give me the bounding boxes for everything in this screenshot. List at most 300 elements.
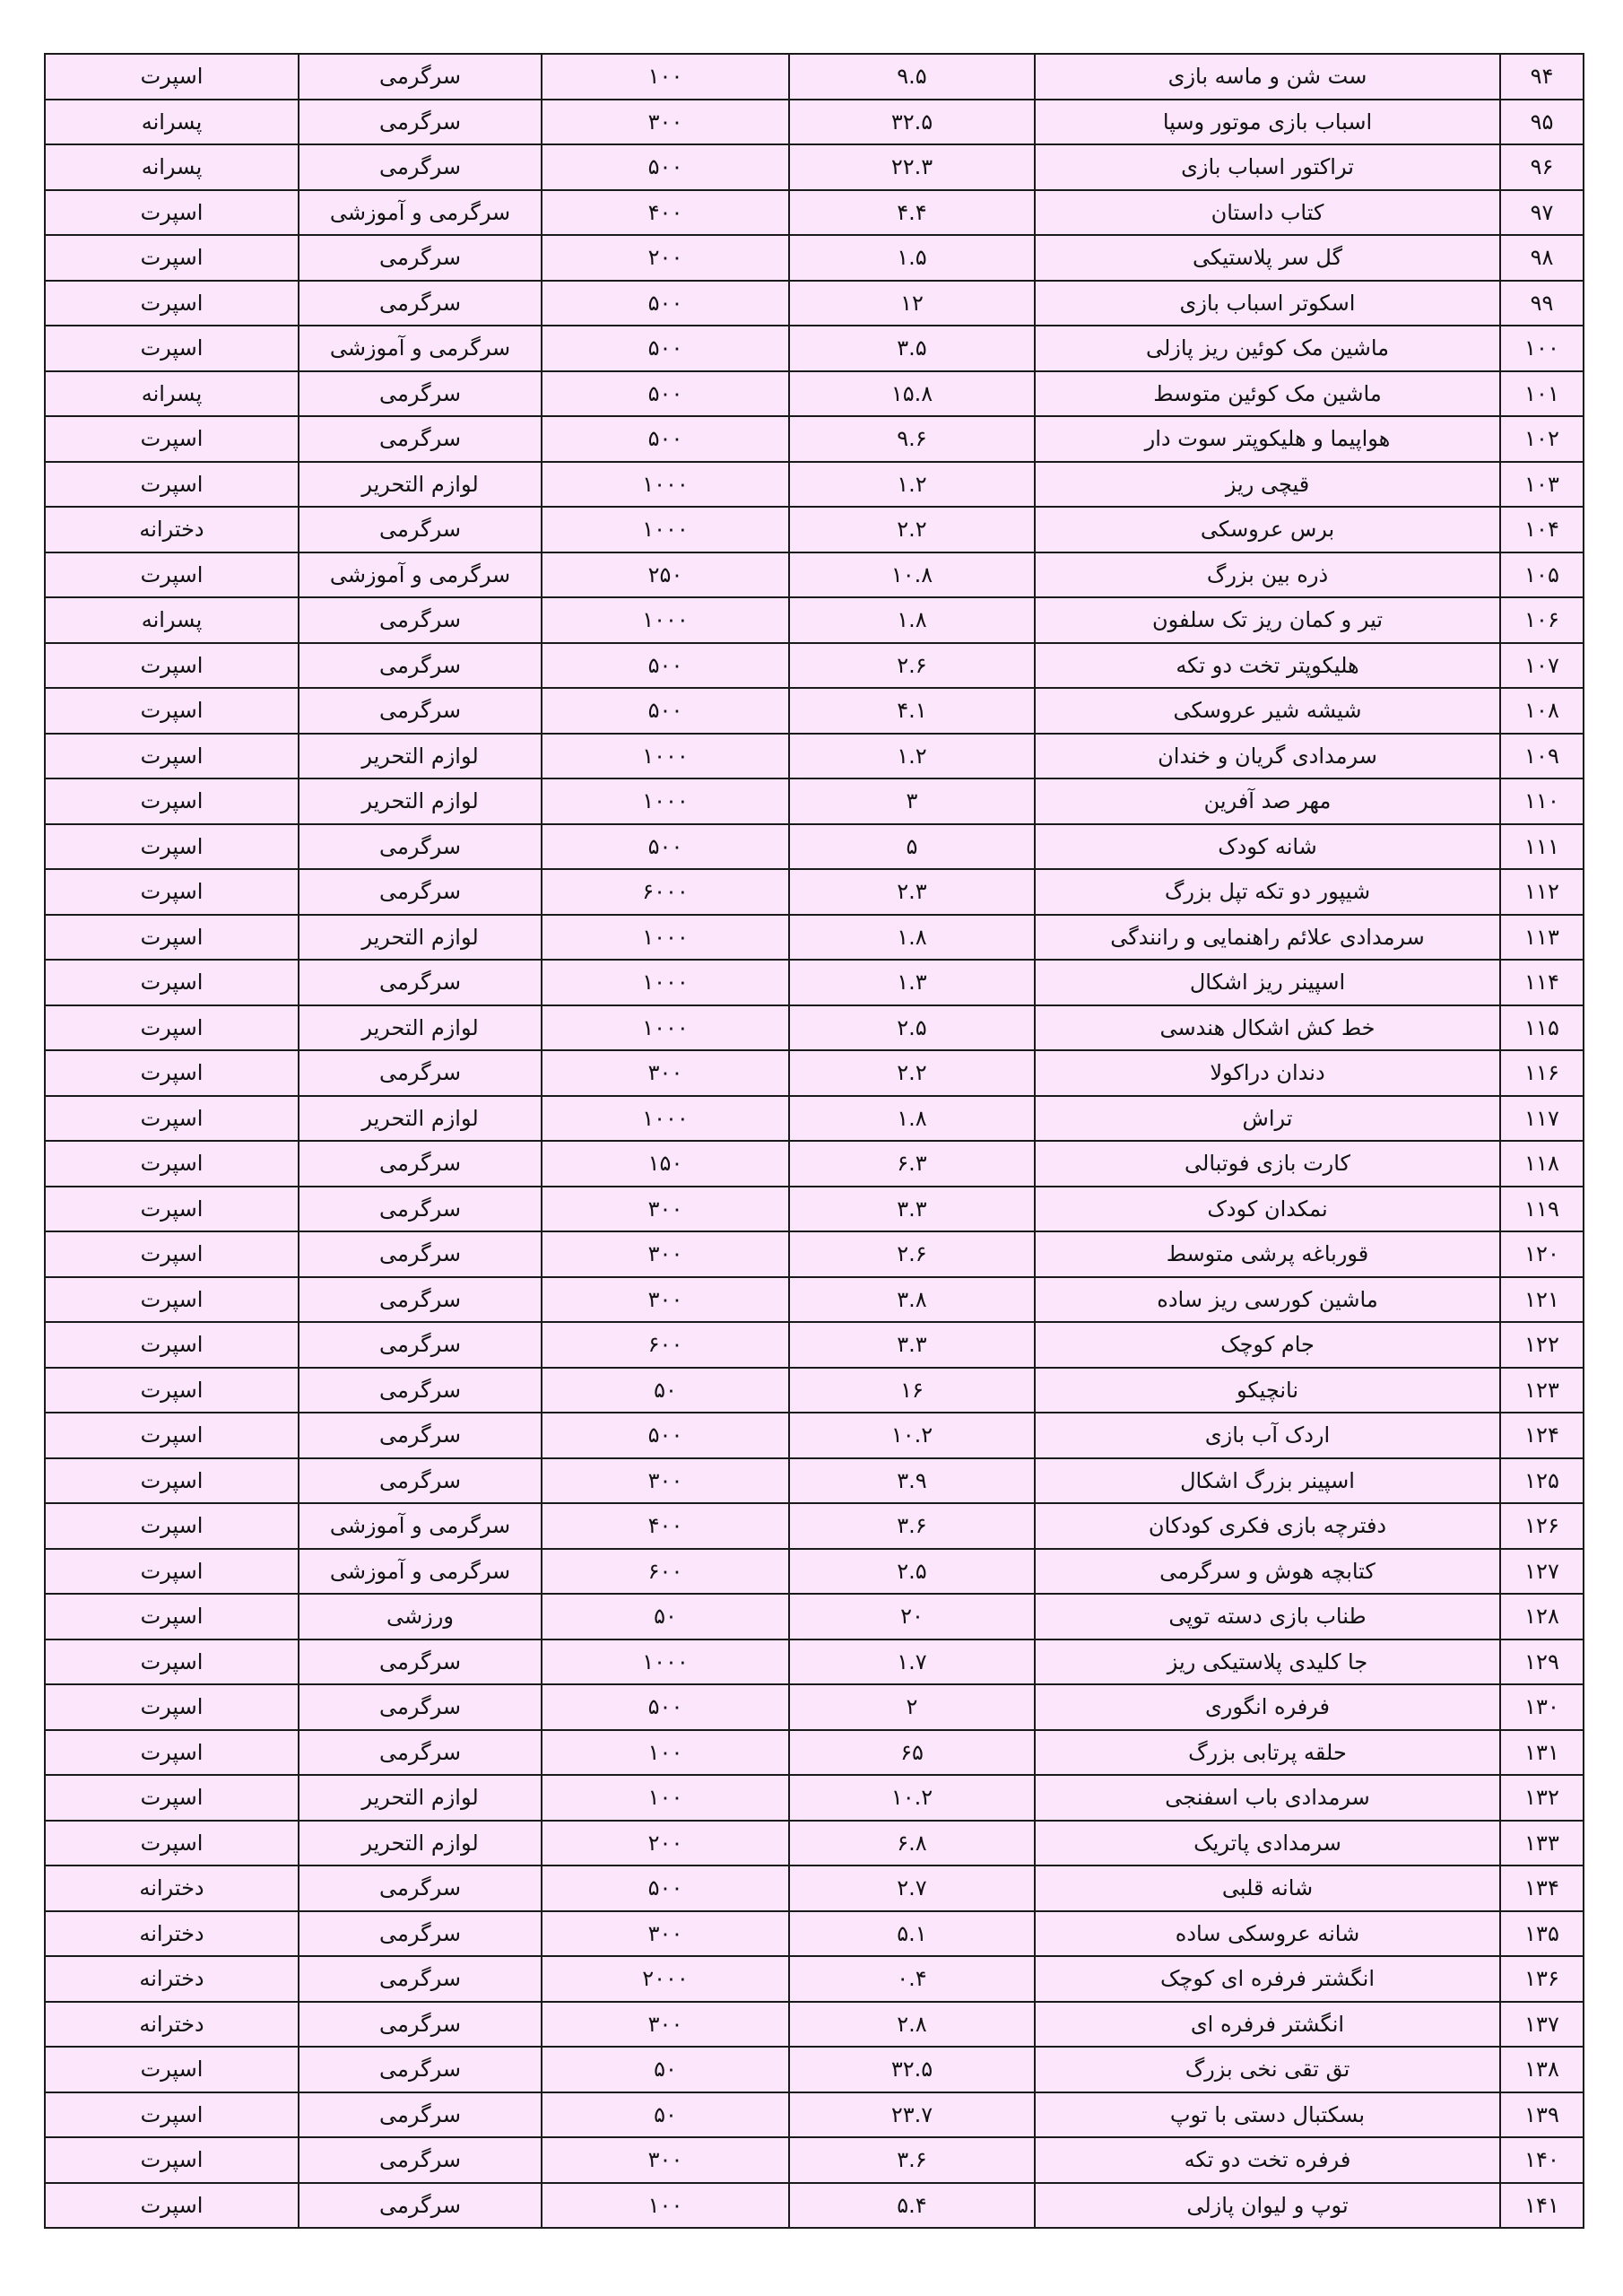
product-name-cell: شانه عروسکی ساده [1035, 1911, 1500, 1957]
row-number-cell: ۱۴۰ [1500, 2137, 1584, 2183]
table-row [45, 1187, 1584, 1232]
weight-cell: ۳.۵ [789, 326, 1035, 371]
quantity-cell: ۱۰۰ [542, 1730, 789, 1776]
quantity-cell: ۱۰۰ [542, 54, 789, 100]
weight-cell: ۰.۴ [789, 1956, 1035, 2002]
table-row [45, 1639, 1584, 1685]
category-cell: سرگرمی [299, 54, 542, 100]
weight-cell: ۳.۳ [789, 1187, 1035, 1232]
gender-cell: اسپرت [45, 915, 299, 961]
product-name-cell: قورباغه پرشی متوسط [1035, 1231, 1500, 1277]
category-cell: سرگرمی [299, 1458, 542, 1504]
quantity-cell: ۱۰۰۰ [542, 1639, 789, 1685]
table-row [45, 1096, 1584, 1142]
weight-cell: ۲۳.۷ [789, 2092, 1035, 2138]
quantity-cell: ۵۰۰ [542, 1413, 789, 1458]
table-row [45, 915, 1584, 961]
gender-cell: دخترانه [45, 2002, 299, 2048]
product-name-cell: کتاب داستان [1035, 190, 1500, 236]
gender-cell: پسرانه [45, 597, 299, 643]
weight-cell: ۲۰ [789, 1594, 1035, 1639]
row-number-cell: ۱۱۹ [1500, 1187, 1584, 1232]
product-name-cell: قیچی ریز [1035, 462, 1500, 508]
row-number-cell: ۱۲۸ [1500, 1594, 1584, 1639]
gender-cell: اسپرت [45, 2047, 299, 2092]
category-cell: ورزشی [299, 1594, 542, 1639]
row-number-cell: ۹۴ [1500, 54, 1584, 100]
weight-cell: ۱.۸ [789, 597, 1035, 643]
gender-cell: اسپرت [45, 2092, 299, 2138]
quantity-cell: ۳۰۰ [542, 1911, 789, 1957]
quantity-cell: ۲۰۰ [542, 235, 789, 281]
quantity-cell: ۳۰۰ [542, 1187, 789, 1232]
table-row [45, 416, 1584, 462]
category-cell: سرگرمی [299, 597, 542, 643]
gender-cell: اسپرت [45, 688, 299, 734]
weight-cell: ۱۰.۲ [789, 1413, 1035, 1458]
gender-cell: اسپرت [45, 1684, 299, 1730]
row-number-cell: ۱۴۱ [1500, 2183, 1584, 2229]
table-row [45, 235, 1584, 281]
category-cell: سرگرمی [299, 869, 542, 915]
table-row [45, 1050, 1584, 1096]
weight-cell: ۱.۳ [789, 960, 1035, 1005]
row-number-cell: ۱۰۳ [1500, 462, 1584, 508]
products-table-body [45, 54, 1584, 2228]
gender-cell: اسپرت [45, 1141, 299, 1187]
row-number-cell: ۱۳۴ [1500, 1866, 1584, 1911]
weight-cell: ۹.۵ [789, 54, 1035, 100]
quantity-cell: ۱۰۰۰ [542, 1096, 789, 1142]
category-cell: سرگرمی [299, 371, 542, 417]
table-row [45, 507, 1584, 552]
gender-cell: اسپرت [45, 778, 299, 824]
product-name-cell: جام کوچک [1035, 1322, 1500, 1368]
row-number-cell: ۱۲۷ [1500, 1549, 1584, 1595]
gender-cell: اسپرت [45, 1503, 299, 1549]
category-cell: سرگرمی و آموزشی [299, 552, 542, 598]
row-number-cell: ۱۱۶ [1500, 1050, 1584, 1096]
row-number-cell: ۱۰۰ [1500, 326, 1584, 371]
product-name-cell: سرمدادی پاتریک [1035, 1821, 1500, 1866]
category-cell: لوازم التحریر [299, 462, 542, 508]
category-cell: سرگرمی [299, 1050, 542, 1096]
table-row [45, 1141, 1584, 1187]
gender-cell: اسپرت [45, 1050, 299, 1096]
category-cell: سرگرمی [299, 2183, 542, 2229]
product-name-cell: تراش [1035, 1096, 1500, 1142]
quantity-cell: ۱۰۰۰ [542, 462, 789, 508]
product-name-cell: توپ و لیوان پازلی [1035, 2183, 1500, 2229]
gender-cell: اسپرت [45, 1368, 299, 1413]
table-row [45, 643, 1584, 689]
weight-cell: ۳.۳ [789, 1322, 1035, 1368]
weight-cell: ۴.۱ [789, 688, 1035, 734]
category-cell: سرگرمی [299, 144, 542, 190]
table-row [45, 1911, 1584, 1957]
quantity-cell: ۴۰۰ [542, 1503, 789, 1549]
category-cell: سرگرمی [299, 1639, 542, 1685]
gender-cell: اسپرت [45, 1413, 299, 1458]
gender-cell: اسپرت [45, 1821, 299, 1866]
quantity-cell: ۵۰۰ [542, 1866, 789, 1911]
category-cell: سرگرمی [299, 2092, 542, 2138]
gender-cell: اسپرت [45, 643, 299, 689]
product-name-cell: هواپیما و هلیکوپتر سوت دار [1035, 416, 1500, 462]
weight-cell: ۲۲.۳ [789, 144, 1035, 190]
gender-cell: اسپرت [45, 1730, 299, 1776]
weight-cell: ۲.۳ [789, 869, 1035, 915]
table-row [45, 2002, 1584, 2048]
table-row [45, 688, 1584, 734]
weight-cell: ۱۰.۲ [789, 1775, 1035, 1821]
category-cell: سرگرمی [299, 1866, 542, 1911]
row-number-cell: ۱۳۵ [1500, 1911, 1584, 1957]
table-row [45, 371, 1584, 417]
table-row [45, 1322, 1584, 1368]
product-name-cell: انگشتر فرفره ای کوچک [1035, 1956, 1500, 2002]
product-name-cell: ماشین مک کوئین ریز پازلی [1035, 326, 1500, 371]
row-number-cell: ۱۱۷ [1500, 1096, 1584, 1142]
weight-cell: ۵.۴ [789, 2183, 1035, 2229]
quantity-cell: ۵۰ [542, 2047, 789, 2092]
weight-cell: ۱.۸ [789, 915, 1035, 961]
product-name-cell: شانه قلبی [1035, 1866, 1500, 1911]
gender-cell: اسپرت [45, 1231, 299, 1277]
product-name-cell: هلیکوپتر تخت دو تکه [1035, 643, 1500, 689]
row-number-cell: ۱۰۲ [1500, 416, 1584, 462]
product-name-cell: تق تقی نخی بزرگ [1035, 2047, 1500, 2092]
product-name-cell: طناب بازی دسته توپی [1035, 1594, 1500, 1639]
gender-cell: اسپرت [45, 1549, 299, 1595]
weight-cell: ۶.۸ [789, 1821, 1035, 1866]
gender-cell: اسپرت [45, 734, 299, 779]
quantity-cell: ۱۵۰ [542, 1141, 789, 1187]
row-number-cell: ۱۰۶ [1500, 597, 1584, 643]
table-row [45, 190, 1584, 236]
product-name-cell: بسکتبال دستی با توپ [1035, 2092, 1500, 2138]
category-cell: سرگرمی [299, 643, 542, 689]
table-row [45, 2137, 1584, 2183]
gender-cell: دخترانه [45, 1866, 299, 1911]
product-name-cell: نانچیکو [1035, 1368, 1500, 1413]
category-cell: سرگرمی و آموزشی [299, 190, 542, 236]
row-number-cell: ۱۳۷ [1500, 2002, 1584, 2048]
category-cell: لوازم التحریر [299, 1005, 542, 1051]
row-number-cell: ۹۷ [1500, 190, 1584, 236]
product-name-cell: کتابچه هوش و سرگرمی [1035, 1549, 1500, 1595]
quantity-cell: ۲۰۰۰ [542, 1956, 789, 2002]
table-row [45, 1594, 1584, 1639]
quantity-cell: ۵۰۰ [542, 416, 789, 462]
product-name-cell: فرفره انگوری [1035, 1684, 1500, 1730]
gender-cell: اسپرت [45, 190, 299, 236]
quantity-cell: ۱۰۰۰ [542, 960, 789, 1005]
quantity-cell: ۱۰۰ [542, 1775, 789, 1821]
product-name-cell: ماشین کورسی ریز ساده [1035, 1277, 1500, 1323]
quantity-cell: ۱۰۰۰ [542, 778, 789, 824]
weight-cell: ۱.۷ [789, 1639, 1035, 1685]
table-row [45, 1730, 1584, 1776]
weight-cell: ۱.۲ [789, 462, 1035, 508]
gender-cell: اسپرت [45, 1322, 299, 1368]
row-number-cell: ۱۱۱ [1500, 824, 1584, 870]
quantity-cell: ۵۰۰ [542, 824, 789, 870]
weight-cell: ۱۰.۸ [789, 552, 1035, 598]
quantity-cell: ۳۰۰ [542, 1458, 789, 1504]
quantity-cell: ۳۰۰ [542, 1277, 789, 1323]
category-cell: سرگرمی و آموزشی [299, 1503, 542, 1549]
product-name-cell: گل سر پلاستیکی [1035, 235, 1500, 281]
category-cell: سرگرمی [299, 100, 542, 145]
category-cell: سرگرمی [299, 416, 542, 462]
table-row [45, 1821, 1584, 1866]
row-number-cell: ۱۳۸ [1500, 2047, 1584, 2092]
row-number-cell: ۱۰۵ [1500, 552, 1584, 598]
row-number-cell: ۱۲۱ [1500, 1277, 1584, 1323]
product-name-cell: دندان دراکولا [1035, 1050, 1500, 1096]
row-number-cell: ۱۱۳ [1500, 915, 1584, 961]
product-name-cell: مهر صد آفرین [1035, 778, 1500, 824]
row-number-cell: ۱۲۰ [1500, 1231, 1584, 1277]
table-row [45, 734, 1584, 779]
weight-cell: ۴.۴ [789, 190, 1035, 236]
product-name-cell: خط کش اشکال هندسی [1035, 1005, 1500, 1051]
category-cell: سرگرمی [299, 1956, 542, 2002]
quantity-cell: ۱۰۰۰ [542, 597, 789, 643]
gender-cell: پسرانه [45, 371, 299, 417]
table-row [45, 1277, 1584, 1323]
quantity-cell: ۶۰۰ [542, 1549, 789, 1595]
gender-cell: اسپرت [45, 552, 299, 598]
quantity-cell: ۶۰۰۰ [542, 869, 789, 915]
row-number-cell: ۱۱۴ [1500, 960, 1584, 1005]
quantity-cell: ۵۰ [542, 1594, 789, 1639]
row-number-cell: ۱۲۴ [1500, 1413, 1584, 1458]
gender-cell: دخترانه [45, 507, 299, 552]
gender-cell: اسپرت [45, 2183, 299, 2229]
row-number-cell: ۱۲۹ [1500, 1639, 1584, 1685]
gender-cell: دخترانه [45, 1956, 299, 2002]
gender-cell: اسپرت [45, 869, 299, 915]
category-cell: سرگرمی [299, 2137, 542, 2183]
table-row [45, 1866, 1584, 1911]
gender-cell: پسرانه [45, 144, 299, 190]
gender-cell: اسپرت [45, 1096, 299, 1142]
gender-cell: اسپرت [45, 1458, 299, 1504]
products-table [44, 53, 1584, 2229]
gender-cell: اسپرت [45, 1277, 299, 1323]
row-number-cell: ۱۱۸ [1500, 1141, 1584, 1187]
product-name-cell: انگشتر فرفره ای [1035, 2002, 1500, 2048]
quantity-cell: ۱۰۰۰ [542, 507, 789, 552]
category-cell: سرگرمی [299, 1368, 542, 1413]
table-row [45, 552, 1584, 598]
category-cell: سرگرمی [299, 281, 542, 326]
weight-cell: ۱.۲ [789, 734, 1035, 779]
quantity-cell: ۵۰۰ [542, 144, 789, 190]
weight-cell: ۱۶ [789, 1368, 1035, 1413]
weight-cell: ۲.۸ [789, 2002, 1035, 2048]
product-name-cell: اسپینر بزرگ اشکال [1035, 1458, 1500, 1504]
gender-cell: پسرانه [45, 100, 299, 145]
category-cell: سرگرمی [299, 1231, 542, 1277]
row-number-cell: ۹۵ [1500, 100, 1584, 145]
category-cell: سرگرمی [299, 1684, 542, 1730]
weight-cell: ۱۲ [789, 281, 1035, 326]
gender-cell: دخترانه [45, 1911, 299, 1957]
product-name-cell: تراکتور اسباب بازی [1035, 144, 1500, 190]
product-name-cell: اردک آب بازی [1035, 1413, 1500, 1458]
table-row [45, 1956, 1584, 2002]
weight-cell: ۱.۵ [789, 235, 1035, 281]
gender-cell: اسپرت [45, 960, 299, 1005]
row-number-cell: ۱۱۰ [1500, 778, 1584, 824]
row-number-cell: ۱۰۸ [1500, 688, 1584, 734]
weight-cell: ۲.۵ [789, 1549, 1035, 1595]
quantity-cell: ۳۰۰ [542, 2137, 789, 2183]
table-row [45, 2183, 1584, 2229]
row-number-cell: ۱۱۲ [1500, 869, 1584, 915]
product-name-cell: تیر و کمان ریز تک سلفون [1035, 597, 1500, 643]
product-name-cell: اسپینر ریز اشکال [1035, 960, 1500, 1005]
product-name-cell: کارت بازی فوتبالی [1035, 1141, 1500, 1187]
category-cell: سرگرمی [299, 1911, 542, 1957]
category-cell: سرگرمی [299, 1413, 542, 1458]
category-cell: سرگرمی و آموزشی [299, 1549, 542, 1595]
gender-cell: اسپرت [45, 1005, 299, 1051]
category-cell: سرگرمی [299, 507, 542, 552]
weight-cell: ۵ [789, 824, 1035, 870]
weight-cell: ۳.۸ [789, 1277, 1035, 1323]
table-row [45, 2047, 1584, 2092]
product-name-cell: شیشه شیر عروسکی [1035, 688, 1500, 734]
weight-cell: ۹.۶ [789, 416, 1035, 462]
row-number-cell: ۹۶ [1500, 144, 1584, 190]
quantity-cell: ۲۵۰ [542, 552, 789, 598]
product-name-cell: سرمدادی گریان و خندان [1035, 734, 1500, 779]
table-row [45, 281, 1584, 326]
weight-cell: ۳.۹ [789, 1458, 1035, 1504]
product-name-cell: شانه کودک [1035, 824, 1500, 870]
category-cell: سرگرمی [299, 2002, 542, 2048]
quantity-cell: ۵۰ [542, 2092, 789, 2138]
row-number-cell: ۱۳۹ [1500, 2092, 1584, 2138]
quantity-cell: ۵۰۰ [542, 1684, 789, 1730]
table-row [45, 1503, 1584, 1549]
quantity-cell: ۵۰۰ [542, 688, 789, 734]
quantity-cell: ۵۰۰ [542, 371, 789, 417]
quantity-cell: ۲۰۰ [542, 1821, 789, 1866]
weight-cell: ۲ [789, 1684, 1035, 1730]
table-row [45, 144, 1584, 190]
category-cell: سرگرمی [299, 2047, 542, 2092]
category-cell: سرگرمی [299, 824, 542, 870]
gender-cell: اسپرت [45, 824, 299, 870]
table-row [45, 1775, 1584, 1821]
gender-cell: اسپرت [45, 1639, 299, 1685]
category-cell: سرگرمی [299, 688, 542, 734]
gender-cell: اسپرت [45, 1187, 299, 1232]
row-number-cell: ۹۹ [1500, 281, 1584, 326]
weight-cell: ۳۲.۵ [789, 100, 1035, 145]
category-cell: سرگرمی [299, 1277, 542, 1323]
table-row [45, 824, 1584, 870]
gender-cell: اسپرت [45, 326, 299, 371]
weight-cell: ۶.۳ [789, 1141, 1035, 1187]
quantity-cell: ۵۰ [542, 1368, 789, 1413]
row-number-cell: ۱۲۲ [1500, 1322, 1584, 1368]
table-row [45, 869, 1584, 915]
quantity-cell: ۳۰۰ [542, 1231, 789, 1277]
product-name-cell: برس عروسکی [1035, 507, 1500, 552]
category-cell: لوازم التحریر [299, 734, 542, 779]
table-row [45, 100, 1584, 145]
weight-cell: ۲.۲ [789, 507, 1035, 552]
gender-cell: اسپرت [45, 1775, 299, 1821]
quantity-cell: ۳۰۰ [542, 2002, 789, 2048]
category-cell: سرگرمی و آموزشی [299, 326, 542, 371]
weight-cell: ۱.۸ [789, 1096, 1035, 1142]
row-number-cell: ۱۰۹ [1500, 734, 1584, 779]
row-number-cell: ۱۰۱ [1500, 371, 1584, 417]
row-number-cell: ۱۲۵ [1500, 1458, 1584, 1504]
quantity-cell: ۱۰۰ [542, 2183, 789, 2229]
weight-cell: ۱۵.۸ [789, 371, 1035, 417]
table-row [45, 326, 1584, 371]
table-row [45, 1231, 1584, 1277]
weight-cell: ۳۲.۵ [789, 2047, 1035, 2092]
product-name-cell: سرمدادی باب اسفنجی [1035, 1775, 1500, 1821]
table-row [45, 1413, 1584, 1458]
product-name-cell: سرمدادی علائم راهنمایی و رانندگی [1035, 915, 1500, 961]
product-name-cell: ست شن و ماسه بازی [1035, 54, 1500, 100]
gender-cell: اسپرت [45, 235, 299, 281]
row-number-cell: ۱۱۵ [1500, 1005, 1584, 1051]
table-row [45, 1458, 1584, 1504]
table-row [45, 2092, 1584, 2138]
category-cell: سرگرمی [299, 1730, 542, 1776]
table-row [45, 1549, 1584, 1595]
row-number-cell: ۱۳۲ [1500, 1775, 1584, 1821]
weight-cell: ۲.۵ [789, 1005, 1035, 1051]
weight-cell: ۲.۷ [789, 1866, 1035, 1911]
table-row [45, 462, 1584, 508]
weight-cell: ۳.۶ [789, 1503, 1035, 1549]
quantity-cell: ۵۰۰ [542, 281, 789, 326]
quantity-cell: ۱۰۰۰ [542, 915, 789, 961]
gender-cell: اسپرت [45, 416, 299, 462]
category-cell: لوازم التحریر [299, 1775, 542, 1821]
category-cell: لوازم التحریر [299, 1821, 542, 1866]
quantity-cell: ۵۰۰ [542, 326, 789, 371]
row-number-cell: ۱۰۷ [1500, 643, 1584, 689]
product-name-cell: دفترچه بازی فکری کودکان [1035, 1503, 1500, 1549]
table-row [45, 1684, 1584, 1730]
row-number-cell: ۱۳۱ [1500, 1730, 1584, 1776]
row-number-cell: ۱۰۴ [1500, 507, 1584, 552]
category-cell: سرگرمی [299, 1187, 542, 1232]
category-cell: سرگرمی [299, 1322, 542, 1368]
table-row [45, 778, 1584, 824]
product-name-cell: جا کلیدی پلاستیکی ریز [1035, 1639, 1500, 1685]
quantity-cell: ۱۰۰۰ [542, 734, 789, 779]
category-cell: سرگرمی [299, 960, 542, 1005]
product-name-cell: فرفره تخت دو تکه [1035, 2137, 1500, 2183]
table-row [45, 1005, 1584, 1051]
row-number-cell: ۱۳۰ [1500, 1684, 1584, 1730]
row-number-cell: ۹۸ [1500, 235, 1584, 281]
